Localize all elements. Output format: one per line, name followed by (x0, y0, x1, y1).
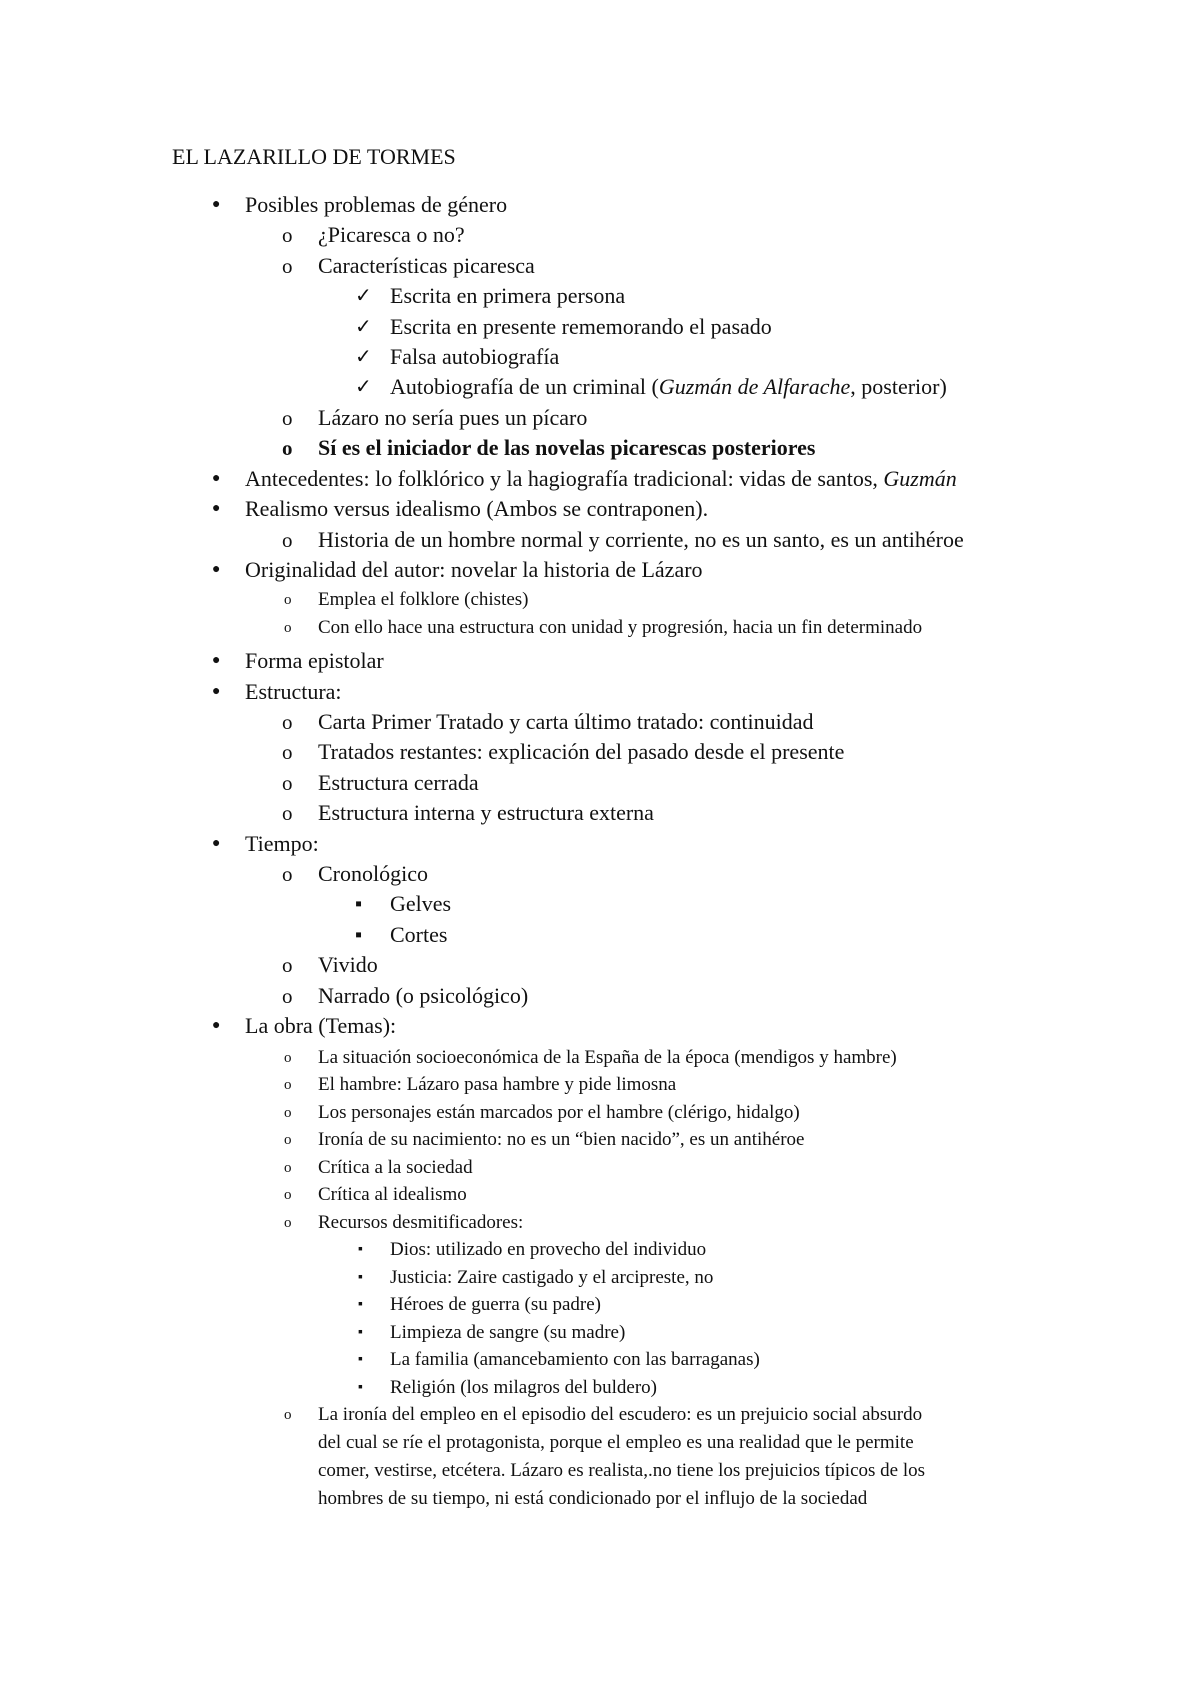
paragraph-continuation: del cual se ríe el protagonista, porque el empleo es una realidad que le permite (318, 1432, 914, 1453)
bullet-circle-icon: o (282, 740, 293, 764)
checkmark-icon: ✓ (355, 376, 372, 398)
paragraph-continuation: comer, vestirse, etcétera. Lázaro es realista,.no tiene los prejuicios típicos de los (318, 1460, 926, 1481)
bullet-dot-icon: ● (212, 1018, 221, 1033)
bullet-square-icon: ▪ (358, 1325, 363, 1340)
bullet-square-icon: ▪ (358, 1297, 363, 1312)
document-title: EL LAZARILLO DE TORMES (172, 144, 456, 169)
checkmark-icon: ✓ (355, 316, 372, 338)
bullet-circle-icon: o (284, 1187, 292, 1203)
bullet-dot-icon: ● (212, 684, 221, 699)
bullet-circle-icon: o (282, 953, 293, 977)
bullet-circle-icon: o (284, 1215, 292, 1231)
bullet-circle-icon: o (284, 1050, 292, 1066)
bullet-circle-icon: o (282, 223, 293, 247)
bullet-dot-icon: ● (212, 562, 221, 577)
document-page: EL LAZARILLO DE TORMES ● Posibles problemas de género o ¿Picaresca o no? o Características picaresca ✓ Escrita en primera persona ✓ Escrita en presente rememorando el pasado ✓ Falsa autobiografía ✓ Autobiografía de un criminal (Guzmán de Alfarache, posterior) o Lázaro no sería pues un pícaro o Sí es el iniciador de las novelas picarescas posteriores ● Antecedentes: lo folklórico y la hagiografía tradicional: vidas de santos, Guzmán ● Realismo versus idealismo (Ambos se contraponen). o Historia de un hombre normal y corriente, no es un santo, es un antihéroe ● Originalidad del autor: novelar la historia de Lázaro o Emplea el folklore (chistes) o Con ello hace una estructura con unidad y progresión, hacia un fin determinado ● Forma epistolar ● Estructura: o Carta Primer Tratado y carta último tratado: continuidad o Tratados restantes: explicación del pasado desde el presente o Estructura cerrada o Estructura interna y estructura externa ● Tiempo: o Cronológico ▪ Gelves ▪ Cortes o Vivido o Narrado (o psicológico) ● La obra (Temas): o La situación socioeconómica de la España de la época (mendigos y hambre) o El hambre: Lázaro pasa hambre y pide limosna o Los personajes están marcados por el hambre (clérigo, hidalgo) o Ironía de su nacimiento: no es un “bien nacido”, es un antihéroe o Crítica a la sociedad o Crítica al idealismo o Recursos desmitificadores: ▪ Dios: utilizado en provecho del individuo ▪ Justicia: Zaire castigado y el arcipreste, no ▪ Héroes de guerra (su padre) ▪ Limpieza de sangre (su madre) ▪ La familia (amancebamiento con las barraganas) ▪ Religión (los milagros del buldero) o La ironía del empleo en el episodio del escudero: es un prejuicio social absurdo del cual se ríe el protagonista, porque el empleo es una realidad que le permite comer, vestirse, etcétera. Lázaro es realista,.no tiene los prejuicios típicos de los hombres de su tiempo, ni está condicionado por el influjo de la sociedad (0, 0, 1200, 1696)
bullet-circle-icon: o (282, 801, 293, 825)
bullet-circle-icon: o (282, 771, 293, 795)
bullet-circle-icon: o (282, 528, 293, 552)
bullet-square-icon: ▪ (355, 924, 363, 946)
bullet-circle-icon: o (282, 710, 293, 734)
bullet-dot-icon: ● (212, 197, 221, 212)
bullet-dot-icon: ● (212, 471, 221, 486)
bullet-circle-icon: o (282, 862, 293, 886)
bullet-circle-icon: o (282, 436, 293, 460)
bullet-circle-icon: o (284, 592, 292, 608)
bullet-dot-icon: ● (212, 501, 221, 516)
bullet-circle-icon: o (284, 620, 292, 636)
paragraph-continuation: hombres de su tiempo, ni está condicionado por el influjo de la sociedad (318, 1488, 868, 1509)
checkmark-icon: ✓ (355, 285, 372, 307)
bullet-circle-icon: o (284, 1077, 292, 1093)
bullet-square-icon: ▪ (355, 893, 363, 915)
bullet-circle-icon: o (284, 1407, 292, 1423)
bullet-square-icon: ▪ (358, 1352, 363, 1367)
bullet-circle-icon: o (284, 1160, 292, 1176)
bullet-circle-icon: o (284, 1105, 292, 1121)
bullet-circle-icon: o (282, 984, 293, 1008)
bullet-dot-icon: ● (212, 836, 221, 851)
italic-title: Guzmán de Alfarache (658, 374, 851, 399)
bullet-circle-icon: o (284, 1132, 292, 1148)
bullet-square-icon: ▪ (358, 1380, 363, 1395)
bullet-square-icon: ▪ (358, 1270, 363, 1285)
bullet-dot-icon: ● (212, 653, 221, 668)
bullet-circle-icon: o (282, 406, 293, 430)
bullet-square-icon: ▪ (358, 1242, 363, 1257)
checkmark-icon: ✓ (355, 346, 372, 368)
bullet-circle-icon: o (282, 254, 293, 278)
